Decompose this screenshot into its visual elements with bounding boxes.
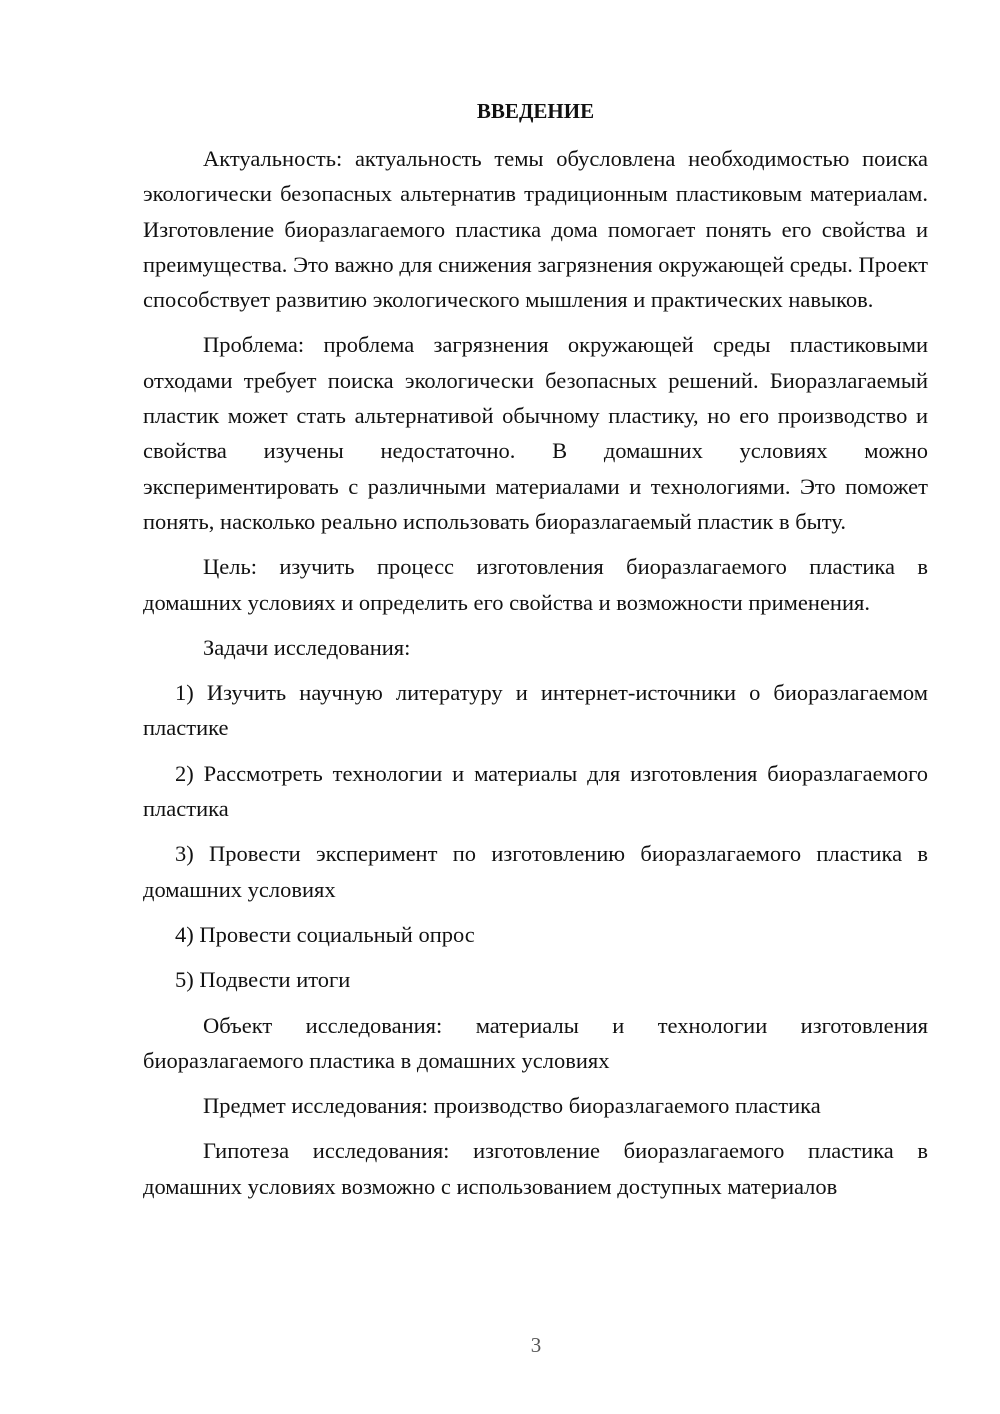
paragraph-tasks-heading: Задачи исследования: [203,634,411,660]
paragraph-object: Объект исследования: материалы и технологии изготовления биоразлагаемого пластика в домашних условиях [143,1012,928,1073]
paragraph-subject: Предмет исследования: производство биоразлагаемого пластика [203,1093,821,1119]
page-number: 3 [530,1333,542,1357]
document-page [143,95,928,1214]
paragraph-goal: Цель: изучить процесс изготовления биоразлагаемого пластика в домашних условиях и определить его свойства и возможности применения. [143,554,928,615]
paragraph-problem: Проблема: проблема загрязнения окружающей среды пластиковыми отходами требует поиска экологически безопасных решений. Биоразлагаемый пластик может стать альтернативой обычному пластику, но его производство и свойства изучены недостаточно. В домашних условиях можно экспериментировать с различными материалами и технологиями. Это поможет понять, насколько реально использовать биоразлагаемый пластик в быту. [143,332,928,534]
paragraph-relevance: Актуальность: актуальность темы обусловлена необходимостью поиска экологически безопасных альтернатив традиционным пластиковым материалам. Изготовление биоразлагаемого пластика дома помогает понять его свойства и преимущества. Это важно для снижения загрязнения окружающей среды. Проект способствует развитию экологического мышления и практических навыков. [143,146,928,313]
paragraph-hypothesis: Гипотеза исследования: изготовление биоразлагаемого пластика в домашних условиях возможно с использованием доступных материалов [143,1138,928,1199]
task-item-5: 5) Подвести итоги [175,967,351,993]
task-item-2: 2) Рассмотреть технологии и материалы для изготовления биоразлагаемого пластика [143,760,928,822]
task-item-1: 1) Изучить научную литературу и интернет-источники о биоразлагаемом пластике [143,680,928,741]
task-item-4: 4) Провести социальный опрос [175,921,475,947]
task-item-3: 3) Провести эксперимент по изготовлению биоразлагаемого пластика в домашних условиях [143,841,928,902]
page-title: ВВЕДЕНИЕ [476,99,595,123]
